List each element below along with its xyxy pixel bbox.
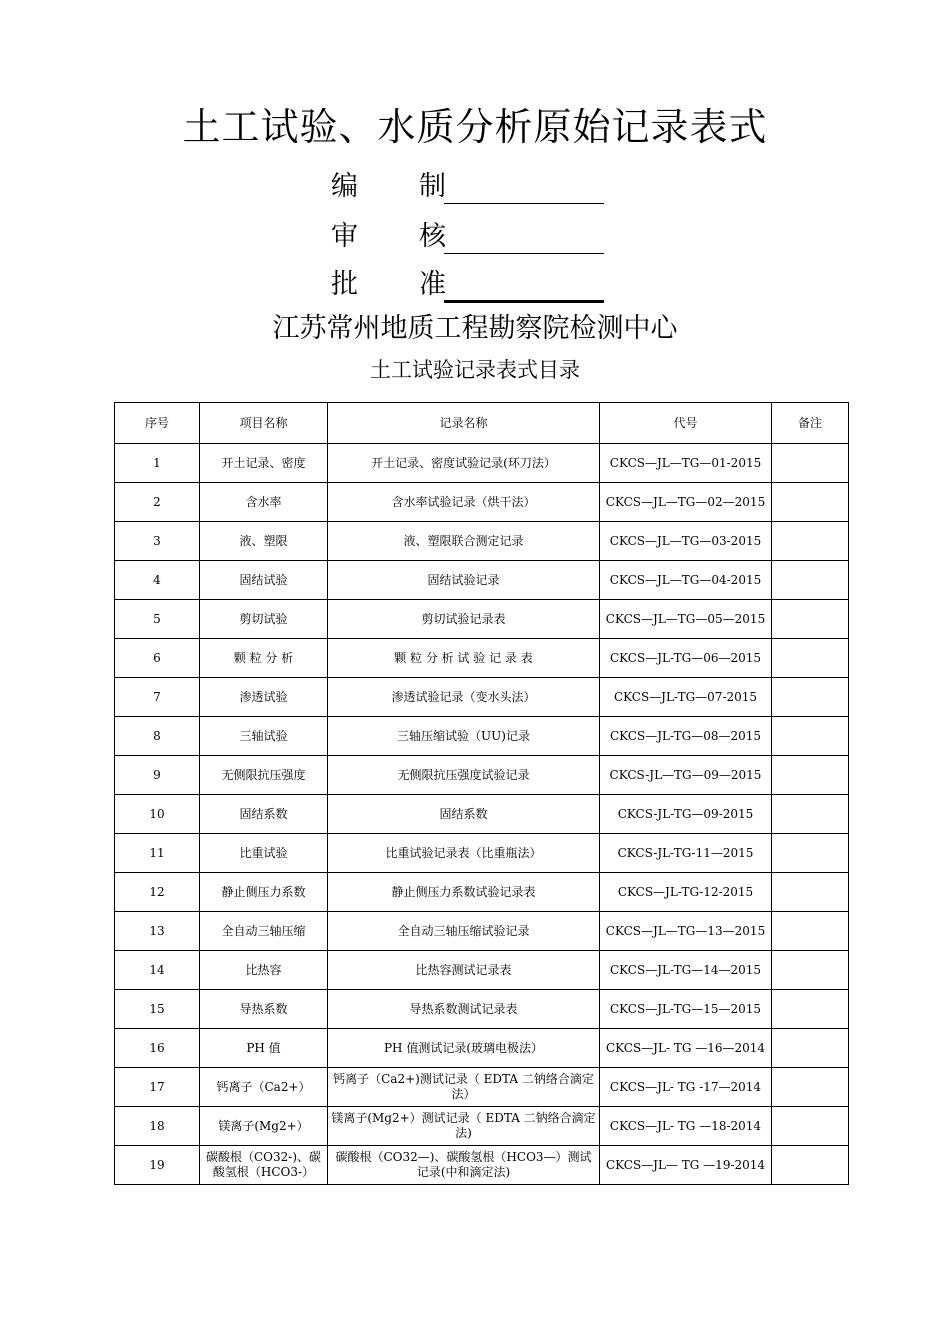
cell-no: 19 <box>115 1146 200 1185</box>
cell-note <box>772 1107 849 1146</box>
signature-label-char: 准 <box>419 269 446 300</box>
cell-item: 颗 粒 分 析 <box>200 639 328 678</box>
cell-item: 导热系数 <box>200 990 328 1029</box>
cell-record: 静止侧压力系数试验记录表 <box>328 873 600 912</box>
cell-no: 8 <box>115 717 200 756</box>
cell-no: 12 <box>115 873 200 912</box>
cell-code: CKCS—JL-TG—07-2015 <box>600 678 772 717</box>
cell-note <box>772 600 849 639</box>
table-row <box>115 873 849 912</box>
cell-code: CKCS—JL—TG—01-2015 <box>600 444 772 483</box>
cell-code: CKCS-JL—TG—09—2015 <box>600 756 772 795</box>
table-row <box>115 912 849 951</box>
table-row <box>115 1068 849 1107</box>
cell-no: 1 <box>115 444 200 483</box>
cell-note <box>772 951 849 990</box>
cell-note <box>772 795 849 834</box>
cell-no: 3 <box>115 522 200 561</box>
cell-record: 全自动三轴压缩试验记录 <box>328 912 600 951</box>
cell-record: 钙离子（Ca2+)测试记录（ EDTA 二钠络合滴定法） <box>328 1068 600 1107</box>
cell-record: 剪切试验记录表 <box>328 600 600 639</box>
cell-note <box>772 990 849 1029</box>
cell-no: 6 <box>115 639 200 678</box>
cell-no: 18 <box>115 1107 200 1146</box>
cell-code: CKCS—JL—TG—04-2015 <box>600 561 772 600</box>
cell-no: 16 <box>115 1029 200 1068</box>
cell-note <box>772 522 849 561</box>
table-row <box>115 678 849 717</box>
cell-record: 镁离子(Mg2+）测试记录（ EDTA 二钠络合滴定法) <box>328 1107 600 1146</box>
cell-code: CKCS—JL—TG—05—2015 <box>600 600 772 639</box>
cell-no: 11 <box>115 834 200 873</box>
table-row <box>115 1107 849 1146</box>
cell-record: 渗透试验记录（变水头法） <box>328 678 600 717</box>
cell-item: 开土记录、密度 <box>200 444 328 483</box>
table-header-row <box>115 403 849 444</box>
cell-code: CKCS—JL—TG—03-2015 <box>600 522 772 561</box>
signature-line <box>444 300 604 303</box>
cell-code: CKCS—JL—TG—02—2015 <box>600 483 772 522</box>
cell-code: CKCS—JL-TG—14—2015 <box>600 951 772 990</box>
cell-item: 静止侧压力系数 <box>200 873 328 912</box>
table-row <box>115 717 849 756</box>
cell-code: CKCS—JL-TG—15—2015 <box>600 990 772 1029</box>
cell-no: 17 <box>115 1068 200 1107</box>
cell-record: 开土记录、密度试验记录(环刀法） <box>328 444 600 483</box>
column-header-no: 序号 <box>115 403 200 444</box>
cell-item: 比热容 <box>200 951 328 990</box>
cell-no: 7 <box>115 678 200 717</box>
cell-no: 14 <box>115 951 200 990</box>
table-row <box>115 483 849 522</box>
cell-no: 10 <box>115 795 200 834</box>
table-row <box>115 561 849 600</box>
table-row <box>115 1146 849 1185</box>
cell-code: CKCS—JL- TG —16—2014 <box>600 1029 772 1068</box>
cell-item: 固结试验 <box>200 561 328 600</box>
cell-item: 固结系数 <box>200 795 328 834</box>
cell-note <box>772 639 849 678</box>
cell-item: PH 值 <box>200 1029 328 1068</box>
cell-item: 液、塑限 <box>200 522 328 561</box>
cell-code: CKCS-JL-TG—09-2015 <box>600 795 772 834</box>
cell-note <box>772 1068 849 1107</box>
cell-note <box>772 1146 849 1185</box>
cell-note <box>772 678 849 717</box>
cell-record: 固结系数 <box>328 795 600 834</box>
cell-record: 比热容测试记录表 <box>328 951 600 990</box>
cell-code: CKCS—JL-TG—08—2015 <box>600 717 772 756</box>
table-row <box>115 639 849 678</box>
table-row <box>115 522 849 561</box>
cell-item: 渗透试验 <box>200 678 328 717</box>
signature-label-char: 核 <box>419 221 446 252</box>
cell-record: 含水率试验记录（烘干法） <box>328 483 600 522</box>
cell-code: CKCS-JL-TG-11—2015 <box>600 834 772 873</box>
cell-no: 15 <box>115 990 200 1029</box>
signature-label-char: 审 <box>331 221 358 252</box>
cell-note <box>772 561 849 600</box>
cell-note <box>772 483 849 522</box>
cell-code: CKCS—JL-TG—06—2015 <box>600 639 772 678</box>
cell-note <box>772 717 849 756</box>
organization-name: 江苏常州地质工程勘察院检测中心 <box>272 313 678 344</box>
column-header-item: 项目名称 <box>200 403 328 444</box>
signature-line <box>444 203 604 204</box>
cell-note <box>772 444 849 483</box>
cell-item: 全自动三轴压缩 <box>200 912 328 951</box>
table-row <box>115 795 849 834</box>
table-row <box>115 834 849 873</box>
signature-label-char: 编 <box>331 171 358 202</box>
column-header-note: 备注 <box>772 403 849 444</box>
table-row <box>115 756 849 795</box>
cell-record: 碳酸根（CO32—)、碳酸氢根（HCO3—）测试记录(中和滴定法) <box>328 1146 600 1185</box>
cell-code: CKCS—JL- TG -17—2014 <box>600 1068 772 1107</box>
cell-item: 无侧限抗压强度 <box>200 756 328 795</box>
cell-item: 镁离子(Mg2+） <box>200 1107 328 1146</box>
cell-note <box>772 756 849 795</box>
catalog-table <box>114 402 849 1185</box>
cell-code: CKCS—JL—TG—13—2015 <box>600 912 772 951</box>
cell-note <box>772 834 849 873</box>
cell-item: 含水率 <box>200 483 328 522</box>
signature-label-char: 批 <box>331 269 358 300</box>
cell-no: 2 <box>115 483 200 522</box>
table-row <box>115 1029 849 1068</box>
cell-record: 导热系数测试记录表 <box>328 990 600 1029</box>
cell-no: 9 <box>115 756 200 795</box>
cell-note <box>772 912 849 951</box>
table-row <box>115 990 849 1029</box>
catalog-subtitle: 土工试验记录表式目录 <box>370 358 580 382</box>
cell-record: PH 值测试记录(玻璃电极法） <box>328 1029 600 1068</box>
cell-record: 比重试验记录表（比重瓶法） <box>328 834 600 873</box>
cell-code: CKCS—JL— TG —19-2014 <box>600 1146 772 1185</box>
cell-record: 液、塑限联合测定记录 <box>328 522 600 561</box>
cell-code: CKCS—JL-TG-12-2015 <box>600 873 772 912</box>
table-row <box>115 600 849 639</box>
table-row <box>115 951 849 990</box>
column-header-record: 记录名称 <box>328 403 600 444</box>
cell-record: 无侧限抗压强度试验记录 <box>328 756 600 795</box>
table-row <box>115 444 849 483</box>
cell-record: 三轴压缩试验（UU)记录 <box>328 717 600 756</box>
document-title: 土工试验、水质分析原始记录表式 <box>182 105 768 149</box>
cell-item: 剪切试验 <box>200 600 328 639</box>
cell-note <box>772 1029 849 1068</box>
signature-line <box>444 253 604 254</box>
cell-record: 颗 粒 分 析 试 验 记 录 表 <box>328 639 600 678</box>
cell-item: 三轴试验 <box>200 717 328 756</box>
cell-note <box>772 873 849 912</box>
column-header-code: 代号 <box>600 403 772 444</box>
cell-item: 钙离子（Ca2+） <box>200 1068 328 1107</box>
cell-no: 4 <box>115 561 200 600</box>
cell-code: CKCS—JL- TG —18-2014 <box>600 1107 772 1146</box>
signature-label-char: 制 <box>419 171 446 202</box>
cell-item: 碳酸根（CO32-)、碳酸氢根（HCO3-） <box>200 1146 328 1185</box>
cell-no: 5 <box>115 600 200 639</box>
cell-item: 比重试验 <box>200 834 328 873</box>
cell-record: 固结试验记录 <box>328 561 600 600</box>
cell-no: 13 <box>115 912 200 951</box>
